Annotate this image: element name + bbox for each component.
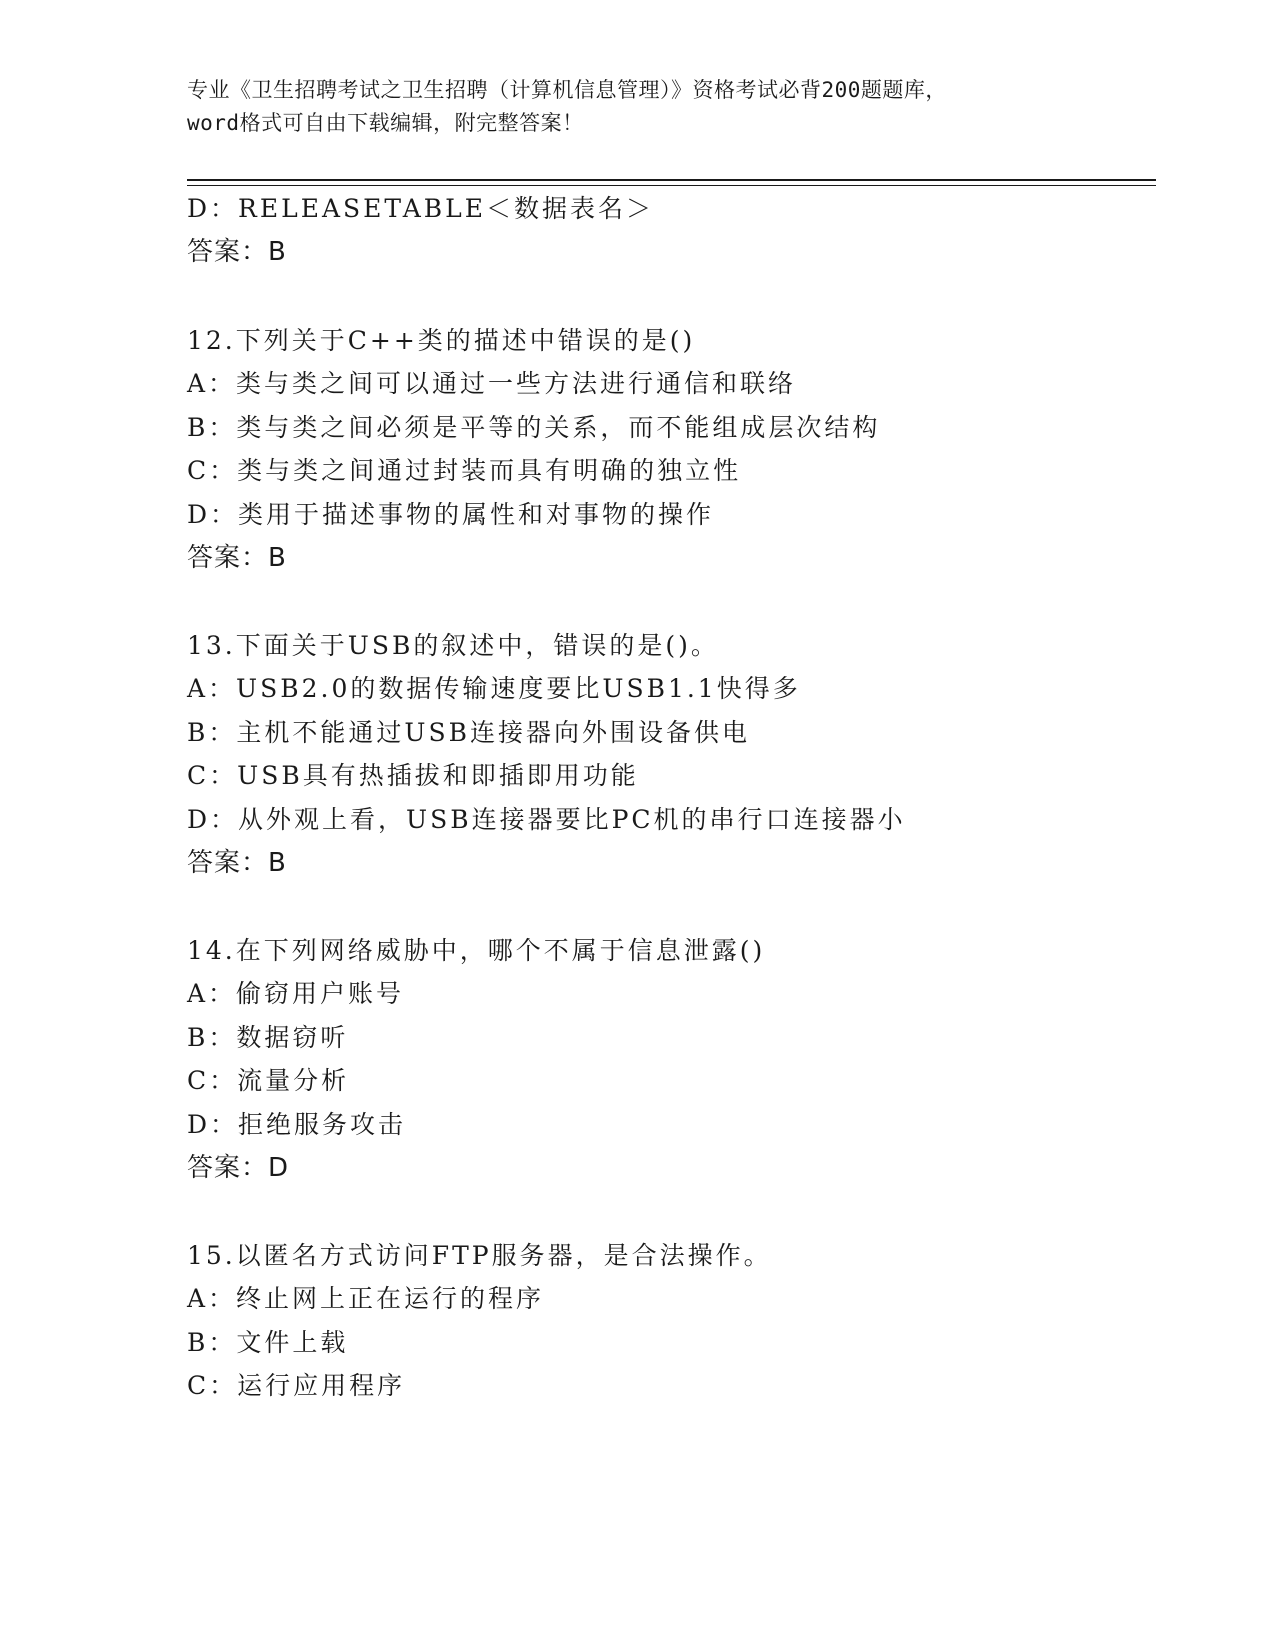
q12-option-d: D：类用于描述事物的属性和对事物的操作 <box>187 500 715 529</box>
q14-stem: 14.在下列网络威胁中，哪个不属于信息泄露() <box>187 936 766 965</box>
q14-option-d: D：拒绝服务攻击 <box>187 1110 407 1139</box>
q12-option-c: C：类与类之间通过封装而具有明确的独立性 <box>187 456 742 485</box>
header-title-line1: 专业《卫生招聘考试之卫生招聘（计算机信息管理）》资格考试必背200题题库， <box>187 78 947 102</box>
document-header <box>187 74 1087 140</box>
q15-stem: 15.以匿名方式访问FTP服务器，是合法操作。 <box>187 1241 772 1270</box>
q13-option-b: B：主机不能通过USB连接器向外围设备供电 <box>187 718 750 747</box>
header-divider-thick <box>187 179 1156 181</box>
q12-option-a: A：类与类之间可以通过一些方法进行通信和联络 <box>187 369 797 398</box>
q14-option-c: C：流量分析 <box>187 1066 350 1095</box>
q15-option-b: B：文件上载 <box>187 1328 349 1357</box>
q13-answer: 答案：B <box>187 848 287 878</box>
q13-option-a: A：USB2.0的数据传输速度要比USB1.1快得多 <box>187 674 801 703</box>
header-divider-thin <box>187 185 1156 186</box>
q13-stem: 13.下面关于USB的叙述中，错误的是()。 <box>187 631 719 660</box>
q11-option-d: D：RELEASETABLE＜数据表名＞ <box>187 194 654 223</box>
q12-option-b: B：类与类之间必须是平等的关系，而不能组成层次结构 <box>187 413 881 442</box>
q15-option-a: A：终止网上正在运行的程序 <box>187 1284 545 1313</box>
q15-option-c: C：运行应用程序 <box>187 1371 406 1400</box>
q11-answer: 答案：B <box>187 237 287 267</box>
header-title-line2: word格式可自由下载编辑，附完整答案！ <box>187 111 584 135</box>
q13-option-d: D：从外观上看，USB连接器要比PC机的串行口连接器小 <box>187 805 906 834</box>
q12-stem: 12.下列关于C++类的描述中错误的是() <box>187 326 696 355</box>
q14-option-b: B：数据窃听 <box>187 1023 349 1052</box>
q14-option-a: A：偷窃用户账号 <box>187 979 405 1008</box>
q14-answer: 答案：D <box>187 1153 290 1183</box>
q12-answer: 答案：B <box>187 543 287 573</box>
q13-option-c: C：USB具有热插拔和即插即用功能 <box>187 761 639 790</box>
